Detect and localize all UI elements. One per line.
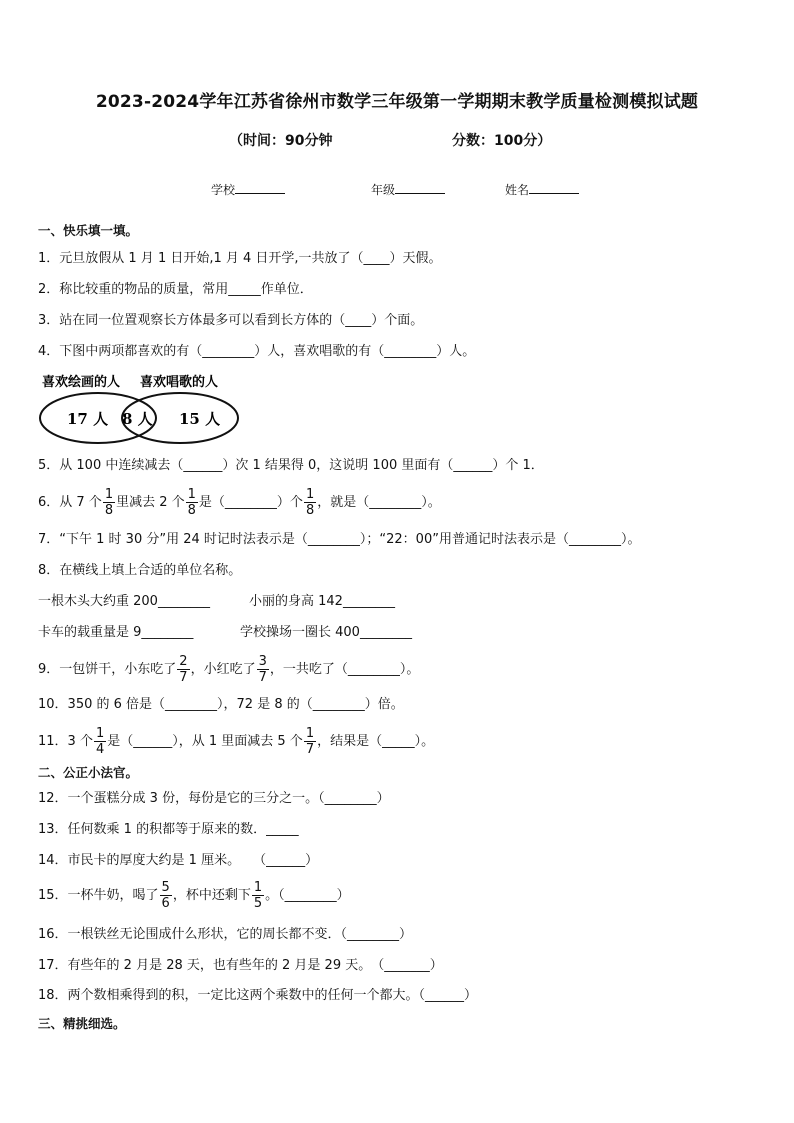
question-6 [38,487,441,518]
question-10: 10．350 的 6 倍是（________），72 是 8 的（________）倍。 [38,697,404,712]
q6-text-c: 是（________）个 [198,495,303,510]
fraction-denominator: 8 [187,503,196,518]
fraction-one-fifth [252,880,264,911]
fraction-numerator: 1 [187,487,196,502]
question-8: 8．在横线上填上合适的单位名称。 [38,563,242,578]
q11-text-c: ，结果是（_____）。 [317,734,435,749]
fraction-numerator: 1 [253,880,263,895]
grade-field [371,181,445,198]
fraction-denominator: 7 [179,670,188,685]
q15-text-a: 15．一杯牛奶，喝了 [38,888,159,903]
fraction-five-sixths [160,880,172,911]
fraction-numerator: 2 [179,654,188,669]
venn-middle-value: 8 人 [122,410,153,428]
name-label: 姓名 [505,183,530,197]
fraction-denominator: 8 [305,503,315,518]
exam-score: 分数：100分） [452,133,552,149]
fraction-one-quarter [94,726,106,757]
question-2: 2．称比较重的物品的质量，常用_____作单位． [38,282,313,297]
q6-text-d: ，就是（________）。 [317,495,441,510]
question-4: 4．下图中两项都喜欢的有（________）人，喜欢唱歌的有（________）人。 [38,344,476,359]
fraction-denominator: 7 [305,742,315,757]
fraction-one-eighth [103,487,115,518]
fraction-numerator: 1 [305,487,315,502]
fraction-numerator: 1 [95,726,105,741]
section-3-heading: 三、精挑细选。 [38,1016,126,1031]
venn-right-label: 喜欢唱歌的人 [140,375,219,390]
q11-text-b: 是（______），从 1 里面减去 5 个 [107,734,303,749]
q6-text-a: 6．从 7 个 [38,495,102,510]
question-17: 17．有些年的 2 月是 28 天，也有些年的 2 月是 29 天。 （_______） [38,958,443,973]
section-2-heading: 二、公正小法官。 [38,765,139,780]
grade-label: 年级 [371,183,396,197]
venn-diagram [38,372,243,447]
grade-blank [395,181,445,194]
fraction-numerator: 5 [161,880,170,895]
fraction-one-eighth [304,487,316,518]
exam-time: （时间：90分钟 [229,133,333,149]
section-1-heading: 一、快乐填一填。 [38,223,139,238]
fraction-two-sevenths [177,654,189,685]
question-16: 16．一根铁丝无论围成什么形状，它的周长都不变．（________） [38,927,413,942]
question-18: 18．两个数相乘得到的积，一定比这两个乘数中的任何一个都大。（______） [38,988,478,1003]
question-12: 12．一个蛋糕分成 3 份，每份是它的三分之一。（________） [38,791,390,806]
venn-left-label: 喜欢绘画的人 [42,375,121,390]
question-1: 1．元旦放假从 1 月 1 日开始,1 月 4 日开学,一共放了（____）天假。 [38,251,442,266]
name-field [505,181,579,198]
q8-item-b: 小丽的身高 142________ [249,594,395,609]
fraction-denominator: 5 [253,896,263,911]
question-11 [38,726,434,757]
fraction-numerator: 1 [305,726,315,741]
fraction-one-eighth [186,487,198,518]
question-14: 14．市民卡的厚度大约是 1 厘米。 （______） [38,853,319,868]
name-blank [529,181,579,194]
fraction-denominator: 4 [95,742,105,757]
q6-text-b: 里减去 2 个 [116,495,185,510]
q9-text-b: ，小红吃了 [190,662,256,677]
question-9 [38,654,419,685]
school-blank [235,181,285,194]
question-13: 13．任何数乘 1 的积都等于原来的数．_____ [38,822,299,837]
question-15 [38,880,350,911]
fraction-three-sevenths [257,654,269,685]
venn-right-value: 15 人 [179,410,221,428]
question-5: 5．从 100 中连续减去（______）次 1 结果得 0，这说明 100 里面有（______）个 1． [38,458,544,473]
question-7: 7．“下午 1 时 30 分”用 24 时记时法表示是（________）；“22：00”用普通记时法表示是（________）。 [38,532,641,547]
q15-text-c: 。（________） [265,888,350,903]
page-title: 2023-2024学年江苏省徐州市数学三年级第一学期期末教学质量检测模拟试题 [95,92,699,112]
q8-item-a: 一根木头大约重 200________ [38,594,210,609]
fraction-numerator: 3 [258,654,267,669]
q15-text-b: ，杯中还剩下 [172,888,251,903]
q8-item-c: 卡车的载重量是 9________ [38,625,194,640]
school-field [211,181,285,198]
venn-left-value: 17 人 [67,410,109,428]
fraction-numerator: 1 [104,487,114,502]
fraction-one-seventh [304,726,316,757]
fraction-denominator: 6 [161,896,170,911]
school-label: 学校 [211,183,236,197]
question-3: 3．站在同一位置观察长方体最多可以看到长方体的（____）个面。 [38,313,424,328]
fraction-denominator: 7 [258,670,267,685]
q8-item-d: 学校操场一圈长 400________ [240,625,412,640]
q9-text-c: ，一共吃了（________）。 [269,662,420,677]
q11-text-a: 11．3 个 [38,734,93,749]
q9-text-a: 9．一包饼干，小东吃了 [38,662,177,677]
fraction-denominator: 8 [104,503,114,518]
